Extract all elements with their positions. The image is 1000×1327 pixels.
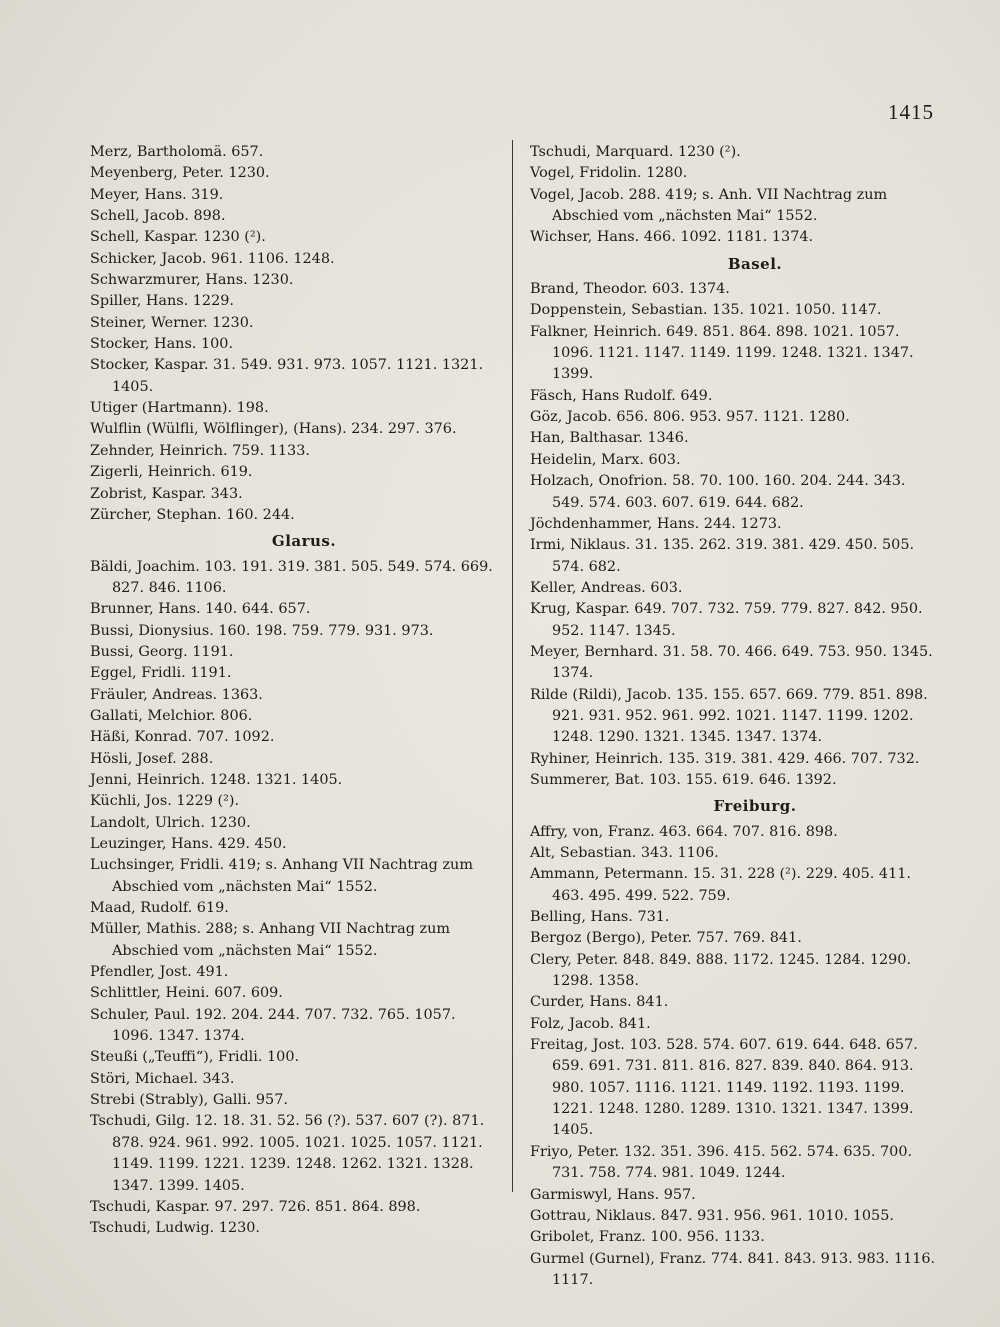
index-entry: Zehnder, Heinrich. 759. 1133. [90,442,310,459]
index-entry: Heidelin, Marx. 603. [530,451,681,468]
index-entry: Störi, Michael. 343. [90,1070,235,1087]
index-entry: Schwarzmurer, Hans. 1230. [90,272,294,289]
index-entry: Affry, von, Franz. 463. 664. 707. 816. 898. [530,823,838,840]
index-entry: Bussi, Georg. 1191. [90,643,234,660]
index-entry: Stocker, Kaspar. 31. 549. 931. 973. 1057. 1121. 1321. 1405. [90,357,484,395]
index-entry: Schlittler, Heini. 607. 609. [90,985,283,1002]
index-entry: Curder, Hans. 841. [530,994,669,1011]
index-entry: Garmiswyl, Hans. 957. [530,1186,696,1203]
index-entry: Schuler, Paul. 192. 204. 244. 707. 732. 765. 1057. 1096. 1347. 1374. [90,1006,456,1045]
index-entry: Jöchdenhammer, Hans. 244. 1273. [530,515,782,532]
index-entry: Schell, Jacob. 898. [90,208,226,225]
index-entry: Spiller, Hans. 1229. [90,293,234,310]
index-entry: Fäsch, Hans Rudolf. 649. [530,387,713,404]
right-entries-top [530,142,940,249]
index-entry: Rilde (Rildi), Jacob. 135. 155. 657. 669. 779. 851. 898. 921. 931. 952. 961. 992. 1021. 1147. 1199. 1202. 1248. 1290. 1321. 1345. 1347. 1374. [530,686,928,746]
index-entry: Schell, Kaspar. 1230 (²). [90,229,266,246]
index-entry: Bussi, Dionysius. 160. 198. 759. 779. 931. 973. [90,622,434,639]
index-entry: Gottrau, Niklaus. 847. 931. 956. 961. 1010. 1055. [530,1207,894,1224]
index-entry: Wichser, Hans. 466. 1092. 1181. 1374. [530,229,814,246]
index-entry: Tschudi, Marquard. 1230 (²). [530,144,741,160]
index-entry: Zobrist, Kaspar. 343. [90,485,243,502]
index-entry: Folz, Jacob. 841. [530,1015,651,1032]
index-entry: Landolt, Ulrich. 1230. [90,814,251,831]
index-entry: Gurmel (Gurnel), Franz. 774. 841. 843. 913. 983. 1116. 1117. [530,1250,936,1288]
right-column [530,142,940,1291]
index-entry: Bergoz (Bergo), Peter. 757. 769. 841. [530,930,802,947]
index-entry: Stocker, Hans. 100. [90,336,234,353]
index-entry: Brand, Theodor. 603. 1374. [530,281,730,298]
index-entry: Schicker, Jacob. 961. 1106. 1248. [90,250,335,267]
index-entry: Tschudi, Kaspar. 97. 297. 726. 851. 864. 898. [90,1198,421,1215]
index-entry: Eggel, Fridli. 1191. [90,665,232,682]
index-entry: Zürcher, Stephan. 160. 244. [90,506,295,523]
index-entry: Leuzinger, Hans. 429. 450. [90,836,287,852]
index-entry: Doppenstein, Sebastian. 135. 1021. 1050. 1147. [530,302,882,319]
index-entry: Han, Balthasar. 1346. [530,430,689,447]
index-entry: Bäldi, Joachim. 103. 191. 319. 381. 505. 549. 574. 669. 827. 846. 1106. [90,558,493,596]
index-entry: Belling, Hans. 731. [530,909,670,926]
index-entry: Summerer, Bat. 103. 155. 619. 646. 1392. [530,771,837,788]
index-entry: Vogel, Jacob. 288. 419; s. Anh. VII Nachtrag zum Abschied vom „nächsten Mai“ 1552. [530,186,888,225]
index-entry: Luchsinger, Fridli. 419; s. Anhang VII Nachtrag zum Abschied vom „nächsten Mai“ 1552. [90,857,473,895]
index-entry: Meyenberg, Peter. 1230. [90,165,270,182]
index-entry: Hösli, Josef. 288. [90,750,214,767]
index-entry: Meyer, Hans. 319. [90,186,224,203]
index-entry: Vogel, Fridolin. 1280. [530,165,688,182]
index-entry: Krug, Kaspar. 649. 707. 732. 759. 779. 827. 842. 950. 952. 1147. 1345. [530,601,923,639]
index-entry: Falkner, Heinrich. 649. 851. 864. 898. 1021. 1057. 1096. 1121. 1147. 1149. 1199. 1248. 1321. 1347. 1399. [530,323,914,383]
index-entry: Utiger (Hartmann). 198. [90,400,269,417]
section-title-glarus: Glarus. [271,532,337,551]
index-entry: Ryhiner, Heinrich. 135. 319. 381. 429. 466. 707. 732. [530,750,920,767]
index-entry: Clery, Peter. 848. 849. 888. 1172. 1245. 1284. 1290. 1298. 1358. [530,951,912,990]
section-title-basel: Basel. [727,254,783,273]
right-entries-freiburg [530,822,940,1292]
left-column [90,142,498,1240]
index-entry: Wulflin (Wülfli, Wölflinger), (Hans). 234. 297. 376. [90,421,457,438]
index-entry: Pfendler, Jost. 491. [90,964,229,981]
index-entry: Jenni, Heinrich. 1248. 1321. 1405. [90,771,343,788]
index-entry: Zigerli, Heinrich. 619. [90,464,253,481]
index-entry: Häßi, Konrad. 707. 1092. [90,729,275,746]
index-entry: Maad, Rudolf. 619. [90,900,229,917]
index-entry: Fräuler, Andreas. 1363. [90,686,263,703]
section-title-freiburg: Freiburg. [713,797,797,816]
index-entry: Gribolet, Franz. 100. 956. 1133. [530,1229,765,1246]
index-entry: Ammann, Petermann. 15. 31. 228 (²). 229. 405. 411. 463. 495. 499. 522. 759. [530,866,911,904]
index-entry: Keller, Andreas. 603. [530,579,683,596]
column-divider [512,140,513,1192]
index-entry: Holzach, Onofrion. 58. 70. 100. 160. 204. 244. 343. 549. 574. 603. 607. 619. 644. 682. [530,473,906,511]
page-number: 1415 [888,100,934,124]
index-entry: Freitag, Jost. 103. 528. 574. 607. 619. 644. 648. 657. 659. 691. 731. 811. 816. 827. 839. 840. 864. 913. 980. 1057. 1116. 1121. 1149. 1192. 1193. 1199. 1221. 1248. 1280. 1289. 1310. 1321. 1347. 1399. 1405. [530,1037,918,1139]
index-entry: Müller, Mathis. 288; s. Anhang VII Nachtrag zum Abschied vom „nächsten Mai“ 1552. [90,921,451,959]
index-entry: Tschudi, Ludwig. 1230. [90,1220,261,1237]
index-entry: Göz, Jacob. 656. 806. 953. 957. 1121. 1280. [530,409,850,426]
index-entry: Tschudi, Gilg. 12. 18. 31. 52. 56 (?). 537. 607 (?). 871. 878. 924. 961. 992. 1005. 1021. 1025. 1057. 1121. 1149. 1199. 1221. 1239. 1248. 1262. 1321. 1328. 1347. 1399. 1405. [90,1113,485,1194]
right-entries-basel [530,279,940,791]
index-entry: Küchli, Jos. 1229 (²). [90,793,240,810]
index-entry: Brunner, Hans. 140. 644. 657. [90,601,311,618]
index-entry: Friyo, Peter. 132. 351. 396. 415. 562. 574. 635. 700. 731. 758. 774. 981. 1049. 1244. [530,1143,913,1182]
left-entries-top [90,142,498,526]
index-entry: Irmi, Niklaus. 31. 135. 262. 319. 381. 429. 450. 505. 574. 682. [530,537,915,575]
index-entry: Steiner, Werner. 1230. [90,314,254,331]
index-entry: Gallati, Melchior. 806. [90,707,253,724]
index-entry: Merz, Bartholomä. 657. [90,144,264,160]
index-entry: Alt, Sebastian. 343. 1106. [530,845,719,861]
index-entry: Strebi (Strably), Galli. 957. [90,1092,288,1109]
index-entry: Steußi („Teuffi“), Fridli. 100. [90,1049,300,1066]
index-entry: Meyer, Bernhard. 31. 58. 70. 466. 649. 753. 950. 1345. 1374. [530,643,933,682]
left-entries-glarus [90,557,498,1240]
